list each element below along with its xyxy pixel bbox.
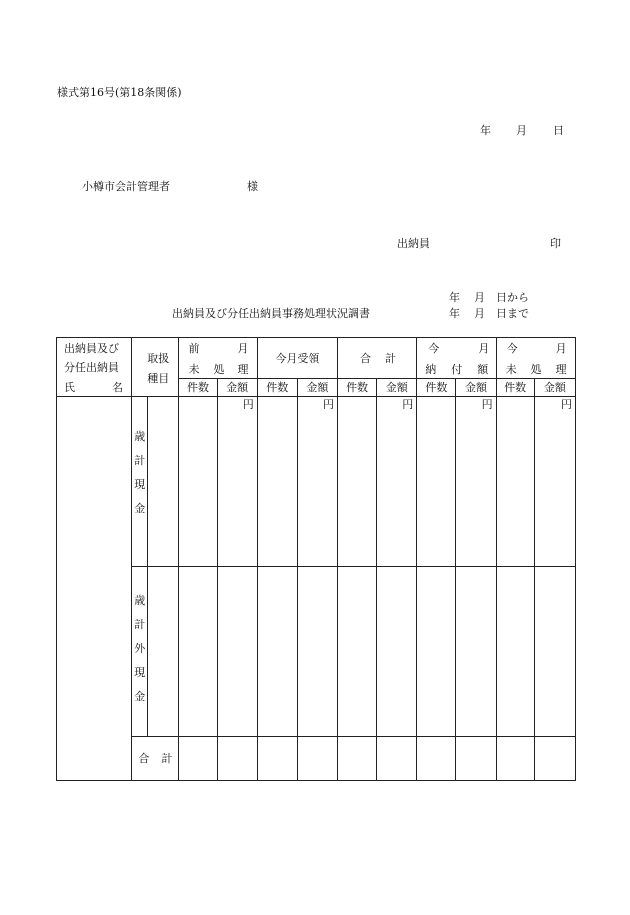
cell (257, 567, 297, 737)
cell (456, 567, 496, 737)
cell (338, 737, 377, 781)
cell-prev-amount: 円 (217, 397, 257, 567)
cell (496, 737, 534, 781)
form-number: 様式第16号(第18条関係) (57, 86, 182, 99)
cell-total-count (338, 397, 377, 567)
cell (179, 737, 217, 781)
cell-total-amount: 円 (377, 397, 417, 567)
received-count-label: 件数 (257, 379, 297, 397)
prev-amount-label: 金額 (217, 379, 257, 397)
cell (377, 737, 417, 781)
category-nonfiscal-detail (148, 567, 179, 737)
row-fiscal-cash (57, 397, 576, 567)
paid-amount-label: 金額 (456, 379, 496, 397)
sender-title: 出納員 (397, 237, 430, 250)
person-name-cell (57, 397, 132, 781)
cell (417, 567, 456, 737)
row-total (57, 737, 576, 781)
document-title: 出納員及び分任出納員事務処理状況調書 (172, 307, 370, 320)
category-fiscal-cash: 歳 計 現 金 (132, 397, 148, 567)
cell (534, 737, 575, 781)
row-nonfiscal-cash (57, 567, 576, 737)
header-unprocessed: 今 月 未 処 理 (496, 338, 575, 379)
cell (217, 567, 257, 737)
cell-prev-count (179, 397, 217, 567)
status-table (56, 337, 576, 781)
header-paid: 今 月 納 付 額 (417, 338, 496, 379)
period-to-month: 月 (474, 307, 485, 320)
cell-received-count (257, 397, 297, 567)
date-month: 月 (516, 124, 527, 137)
cell-received-amount: 円 (297, 397, 337, 567)
cell (217, 737, 257, 781)
cell (297, 567, 337, 737)
cell-unprocessed-amount: 円 (534, 397, 575, 567)
unprocessed-count-label: 件数 (496, 379, 534, 397)
received-amount-label: 金額 (297, 379, 337, 397)
seal-mark: 印 (550, 237, 561, 250)
date-day: 日 (553, 124, 564, 137)
cell (534, 567, 575, 737)
header-row (57, 338, 576, 379)
period-to-year: 年 (449, 307, 460, 320)
unprocessed-amount-label: 金額 (534, 379, 575, 397)
cell (496, 567, 534, 737)
cell-paid-amount: 円 (456, 397, 496, 567)
category-fiscal-detail (148, 397, 179, 567)
cell (377, 567, 417, 737)
header-prev-unprocessed: 前 月 未 処 理 (179, 338, 257, 379)
date-year: 年 (480, 124, 491, 137)
total-row-label: 合 計 (132, 737, 179, 781)
header-total: 合 計 (338, 338, 417, 379)
paid-count-label: 件数 (417, 379, 456, 397)
cell (179, 567, 217, 737)
total-amount-label: 金額 (377, 379, 417, 397)
cell (257, 737, 297, 781)
category-nonfiscal-cash: 歳 計 外 現 金 (132, 567, 148, 737)
prev-count-label: 件数 (179, 379, 217, 397)
header-type: 取扱 種目 (132, 338, 179, 397)
addressee-honorific: 様 (247, 180, 258, 193)
cell (456, 737, 496, 781)
period-to-day: 日まで (496, 307, 529, 320)
period-from-month: 月 (474, 291, 485, 304)
period-from-year: 年 (449, 291, 460, 304)
cell-unprocessed-count (496, 397, 534, 567)
header-received: 今月受領 (257, 338, 337, 379)
period-from-day: 日から (496, 291, 529, 304)
header-person: 出納員及び 分任出納員 氏 名 (57, 338, 132, 397)
cell-paid-count (417, 397, 456, 567)
addressee-name: 小樽市会計管理者 (82, 180, 170, 193)
cell (297, 737, 337, 781)
cell (338, 567, 377, 737)
total-count-label: 件数 (338, 379, 377, 397)
cell (417, 737, 456, 781)
